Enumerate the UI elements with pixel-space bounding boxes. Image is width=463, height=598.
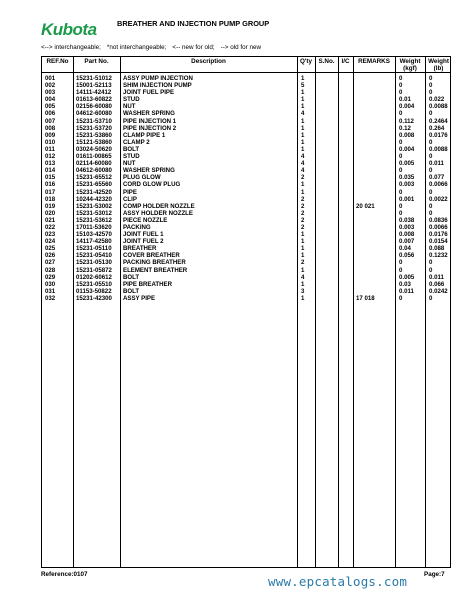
cell-description: JOINT FUEL 2	[123, 238, 164, 246]
cell-weight-lb: 0.022	[429, 96, 445, 104]
cell-description: CLAMP 2	[123, 138, 150, 146]
cell-weight-lb: 0	[429, 266, 433, 274]
cell-weight-lb: 0.0154	[429, 238, 448, 246]
cell-ref: 021	[45, 216, 56, 224]
header-weight-lb: Weight (lb)	[428, 58, 449, 72]
cell-description: BOLT	[123, 145, 140, 153]
cell-part-no: 15231-53710	[76, 117, 112, 125]
cell-qty: 4	[301, 273, 305, 281]
cell-weight-kgf: 0	[399, 75, 403, 82]
cell-qty: 2	[301, 216, 305, 224]
legend-item-old-for-new: --> old for new	[220, 44, 262, 51]
reference-label: Reference:0107	[41, 571, 88, 578]
cell-weight-kgf: 0	[399, 89, 403, 97]
cell-weight-kgf: 0.03	[399, 280, 411, 288]
cell-weight-lb: 0.0176	[429, 231, 448, 239]
cell-ref: 018	[45, 195, 56, 203]
cell-part-no: 01202-60612	[76, 273, 112, 281]
cell-weight-kgf: 0	[399, 259, 403, 267]
cell-part-no: 15231-05872	[76, 266, 112, 274]
cell-weight-kgf: 0.005	[399, 273, 415, 281]
cell-qty: 2	[301, 209, 305, 217]
cell-description: PIPE INJECTION 2	[123, 124, 177, 132]
cell-weight-kgf: 0.011	[399, 287, 414, 295]
cell-ref: 031	[45, 287, 56, 295]
table-row	[42, 75, 450, 82]
cell-ref: 024	[45, 238, 56, 246]
cell-part-no: 01613-60822	[76, 96, 112, 104]
cell-description: WASHER SPRING	[123, 110, 175, 118]
cell-part-no: 15231-53012	[76, 209, 112, 217]
cell-description: NUT	[123, 103, 136, 111]
cell-weight-kgf: 0.04	[399, 245, 411, 253]
cell-ref: 010	[45, 138, 56, 146]
cell-qty: 1	[301, 266, 305, 274]
svg-text:Kubota: Kubota	[41, 20, 97, 39]
cell-weight-kgf: 0	[399, 138, 403, 146]
header-description: Description	[191, 58, 226, 65]
table-row	[42, 274, 450, 281]
cell-description: CLIP	[123, 195, 137, 203]
cell-weight-kgf: 0.112	[399, 117, 414, 125]
cell-ref: 011	[45, 145, 55, 153]
cell-weight-kgf: 0	[399, 167, 403, 175]
legend-item-new-for-old: <-- new for old;	[172, 44, 215, 51]
cell-ref: 028	[45, 266, 56, 274]
table-row	[42, 281, 450, 288]
cell-part-no: 02114-60080	[76, 160, 112, 168]
cell-part-no: 15231-53002	[76, 202, 112, 210]
cell-weight-kgf: 0.056	[399, 252, 415, 260]
legend-symbol: *	[106, 44, 110, 51]
cell-ref: 008	[45, 124, 56, 132]
table-row	[42, 189, 450, 196]
cell-qty: 1	[301, 89, 305, 97]
cell-description: SHIM INJECTION PUMP	[123, 82, 192, 90]
cell-part-no: 15231-05510	[76, 280, 112, 288]
cell-qty: 1	[301, 145, 305, 153]
cell-weight-lb: 0	[429, 294, 433, 302]
table-row	[42, 181, 450, 188]
cell-weight-kgf: 0	[399, 202, 403, 210]
legend-item-not-interchangeable: *not interchangeable;	[106, 44, 167, 51]
header-qty: Q'ty	[300, 58, 312, 65]
cell-weight-lb: 0.066	[429, 280, 445, 288]
cell-description: NUT	[123, 160, 136, 168]
cell-part-no: 15231-53720	[76, 124, 112, 132]
table-row	[42, 103, 450, 110]
cell-weight-lb: 0.0066	[429, 223, 448, 231]
kubota-logo	[41, 20, 110, 39]
cell-qty: 1	[301, 181, 305, 189]
group-title: BREATHER AND INJECTION PUMP GROUP	[117, 19, 270, 28]
table-row	[42, 203, 450, 210]
legend-symbol: <--	[172, 44, 181, 51]
cell-qty: 4	[301, 153, 305, 161]
cell-description: PIECE NOZZLE	[123, 216, 168, 224]
cell-qty: 2	[301, 195, 305, 203]
cell-weight-kgf: 0	[399, 209, 403, 217]
cell-description: COVER BREATHER	[123, 252, 180, 260]
cell-description: WASHER SPRING	[123, 167, 175, 175]
header-weight-kgf: Weight (kgf)	[399, 58, 421, 72]
cell-ref: 016	[45, 181, 56, 189]
cell-weight-kgf: 0	[399, 153, 403, 161]
cell-part-no: 02156-60080	[76, 103, 112, 111]
watermark: www.epcatalogs.com	[268, 574, 408, 589]
cell-remarks: 17 018	[356, 294, 375, 302]
cell-description: STUD	[123, 153, 140, 161]
cell-qty: 2	[301, 223, 305, 231]
table-row	[42, 295, 450, 302]
cell-ref: 029	[45, 273, 56, 281]
cell-description: PLUG GLOW	[123, 174, 161, 182]
cell-ref: 032	[45, 294, 56, 302]
cell-ref: 015	[45, 174, 56, 182]
cell-weight-kgf: 0.01	[399, 96, 411, 104]
cell-qty: 1	[301, 96, 305, 104]
cell-part-no: 15231-42300	[76, 294, 112, 302]
table-row	[42, 82, 450, 89]
table-row	[42, 210, 450, 217]
table-row	[42, 160, 450, 167]
cell-qty: 1	[301, 252, 305, 260]
table-body	[42, 75, 450, 302]
cell-weight-kgf: 0.004	[399, 103, 415, 111]
cell-description: BOLT	[123, 287, 140, 295]
cell-description: PIPE BREATHER	[123, 280, 172, 288]
cell-part-no: 15231-53612	[76, 216, 112, 224]
table-row	[42, 96, 450, 103]
cell-weight-kgf: 0.001	[399, 195, 415, 203]
cell-weight-lb: 0	[429, 153, 433, 161]
cell-qty: 4	[301, 167, 305, 175]
table-row	[42, 259, 450, 266]
page-number: Page:7	[424, 571, 445, 578]
table-row	[42, 174, 450, 181]
table-row	[42, 245, 450, 252]
legend-symbol: <-->	[41, 44, 53, 51]
cell-description: ASSY PIPE	[123, 294, 156, 302]
cell-weight-lb: 0.2464	[429, 117, 448, 125]
cell-weight-lb: 0	[429, 75, 433, 82]
cell-qty: 1	[301, 280, 305, 288]
cell-ref: 020	[45, 209, 56, 217]
cell-qty: 1	[301, 294, 305, 302]
table-row	[42, 89, 450, 96]
table-row	[42, 110, 450, 117]
table-row	[42, 196, 450, 203]
cell-ref: 022	[45, 223, 56, 231]
table-header	[42, 57, 450, 73]
cell-qty: 1	[301, 124, 305, 132]
cell-weight-lb: 0	[429, 138, 433, 146]
cell-part-no: 03024-50620	[76, 145, 112, 153]
legend-item-interchangeable: <--> interchangeable;	[41, 44, 101, 51]
cell-ref: 003	[45, 89, 56, 97]
cell-description: BREATHER	[123, 245, 157, 253]
table-row	[42, 153, 450, 160]
cell-description: JOINT FUEL PIPE	[123, 89, 175, 97]
cell-qty: 1	[301, 103, 305, 111]
table-row	[42, 217, 450, 224]
cell-weight-kgf: 0	[399, 294, 403, 302]
cell-weight-kgf: 0.12	[399, 124, 411, 132]
table-row	[42, 132, 450, 139]
cell-weight-kgf: 0.035	[399, 174, 415, 182]
cell-description: ASSY HOLDER NOZZLE	[123, 209, 193, 217]
table-row	[42, 224, 450, 231]
table-row	[42, 167, 450, 174]
cell-part-no: 04612-60080	[76, 110, 112, 118]
cell-weight-kgf: 0.038	[399, 216, 415, 224]
cell-description: ELEMENT BREATHER	[123, 266, 188, 274]
cell-weight-lb: 0.0066	[429, 181, 448, 189]
cell-weight-lb: 0.0088	[429, 145, 448, 153]
cell-part-no: 15231-65560	[76, 181, 112, 189]
cell-weight-kgf: 0.003	[399, 223, 415, 231]
cell-qty: 1	[301, 117, 305, 125]
table-row	[42, 146, 450, 153]
cell-weight-kgf: 0.007	[399, 238, 415, 246]
cell-ref: 030	[45, 280, 56, 288]
table-row	[42, 125, 450, 132]
cell-weight-lb: 0	[429, 202, 433, 210]
cell-qty: 1	[301, 245, 305, 253]
header-remarks: REMARKS	[358, 58, 390, 65]
cell-weight-lb: 0	[429, 167, 433, 175]
cell-qty: 2	[301, 259, 305, 267]
cell-ref: 014	[45, 167, 56, 175]
cell-ref: 006	[45, 110, 56, 118]
table-row	[42, 238, 450, 245]
cell-weight-kgf: 0.005	[399, 160, 415, 168]
cell-description: STUD	[123, 96, 140, 104]
cell-description: BOLT	[123, 273, 140, 281]
cell-part-no: 15231-65512	[76, 174, 112, 182]
cell-ref: 004	[45, 96, 56, 104]
cell-ref: 007	[45, 117, 56, 125]
cell-remarks: 20 021	[356, 202, 375, 210]
legend	[41, 44, 261, 51]
cell-part-no: 15231-05410	[76, 252, 112, 260]
cell-qty: 4	[301, 110, 305, 118]
cell-weight-lb: 0	[429, 82, 433, 90]
cell-weight-lb: 0.011	[429, 273, 444, 281]
cell-description: PIPE	[123, 188, 137, 196]
cell-description: PACKING	[123, 223, 151, 231]
table-row	[42, 252, 450, 259]
cell-part-no: 17011-53620	[76, 223, 112, 231]
cell-weight-lb: 0	[429, 209, 433, 217]
cell-part-no: 15231-05110	[76, 245, 112, 253]
cell-part-no: 15001-52113	[76, 82, 112, 90]
cell-qty: 1	[301, 131, 305, 139]
cell-weight-kgf: 0.008	[399, 231, 415, 239]
cell-part-no: 15121-53860	[76, 138, 112, 146]
cell-part-no: 15231-51012	[76, 75, 112, 82]
cell-part-no: 10244-42320	[76, 195, 112, 203]
table-row	[42, 288, 450, 295]
cell-description: CLAMP PIPE 1	[123, 131, 166, 139]
cell-description: COMP HOLDER NOZZLE	[123, 202, 195, 210]
cell-description: ASSY PUMP INJECTION	[123, 75, 193, 82]
cell-qty: 2	[301, 202, 305, 210]
cell-part-no: 04612-60080	[76, 167, 112, 175]
cell-part-no: 01611-00865	[76, 153, 112, 161]
cell-qty: 1	[301, 231, 305, 239]
cell-weight-kgf: 0	[399, 110, 403, 118]
cell-qty: 3	[301, 287, 305, 295]
cell-weight-lb: 0.0176	[429, 131, 448, 139]
table-row	[42, 267, 450, 274]
cell-qty: 2	[301, 174, 305, 182]
header-ic: I/C	[341, 58, 350, 65]
cell-ref: 009	[45, 131, 56, 139]
cell-ref: 001	[45, 75, 56, 82]
cell-weight-lb: 0.088	[429, 245, 445, 253]
cell-weight-lb: 0	[429, 259, 433, 267]
cell-weight-lb: 0	[429, 89, 433, 97]
header-serial: S.No.	[318, 58, 335, 65]
cell-weight-lb: 0.264	[429, 124, 445, 132]
legend-symbol: -->	[220, 44, 229, 51]
cell-weight-lb: 0.0022	[429, 195, 448, 203]
cell-ref: 017	[45, 188, 56, 196]
cell-ref: 019	[45, 202, 56, 210]
cell-weight-lb: 0.1232	[429, 252, 448, 260]
cell-part-no: 15103-42570	[76, 231, 112, 239]
cell-ref: 026	[45, 252, 56, 260]
cell-qty: 5	[301, 82, 305, 90]
table-row	[42, 231, 450, 238]
table-row	[42, 139, 450, 146]
cell-qty: 1	[301, 188, 305, 196]
cell-part-no: 01153-50822	[76, 287, 112, 295]
cell-weight-lb: 0.0242	[429, 287, 448, 295]
cell-ref: 025	[45, 245, 56, 253]
cell-part-no: 14111-42412	[76, 89, 112, 97]
cell-ref: 012	[45, 153, 56, 161]
cell-weight-kgf: 0	[399, 82, 403, 90]
cell-weight-lb: 0.0088	[429, 103, 448, 111]
cell-ref: 002	[45, 82, 56, 90]
cell-weight-kgf: 0.003	[399, 181, 415, 189]
cell-qty: 4	[301, 160, 305, 168]
cell-part-no: 15231-05130	[76, 259, 112, 267]
cell-weight-lb: 0.011	[429, 160, 444, 168]
parts-table	[41, 56, 451, 568]
cell-weight-kgf: 0.008	[399, 131, 415, 139]
header-part: Part No.	[84, 58, 109, 65]
cell-weight-kgf: 0.004	[399, 145, 415, 153]
cell-qty: 1	[301, 238, 305, 246]
cell-weight-lb: 0	[429, 110, 433, 118]
table-row	[42, 118, 450, 125]
cell-part-no: 14117-42580	[76, 238, 112, 246]
cell-ref: 005	[45, 103, 56, 111]
cell-weight-kgf: 0	[399, 266, 403, 274]
cell-weight-lb: 0.0836	[429, 216, 448, 224]
cell-qty: 1	[301, 75, 305, 82]
cell-description: CORD GLOW PLUG	[123, 181, 181, 189]
cell-ref: 023	[45, 231, 56, 239]
cell-weight-kgf: 0	[399, 188, 403, 196]
cell-description: PIPE INJECTION 1	[123, 117, 177, 125]
cell-part-no: 15231-53860	[76, 131, 112, 139]
cell-description: PACKING BREATHER	[123, 259, 186, 267]
cell-qty: 1	[301, 138, 305, 146]
cell-part-no: 15231-42520	[76, 188, 112, 196]
header-ref: REF.No	[46, 58, 69, 65]
cell-ref: 013	[45, 160, 56, 168]
cell-ref: 027	[45, 259, 56, 267]
cell-weight-lb: 0	[429, 188, 433, 196]
cell-weight-lb: 0.077	[429, 174, 445, 182]
cell-description: JOINT FUEL 1	[123, 231, 164, 239]
